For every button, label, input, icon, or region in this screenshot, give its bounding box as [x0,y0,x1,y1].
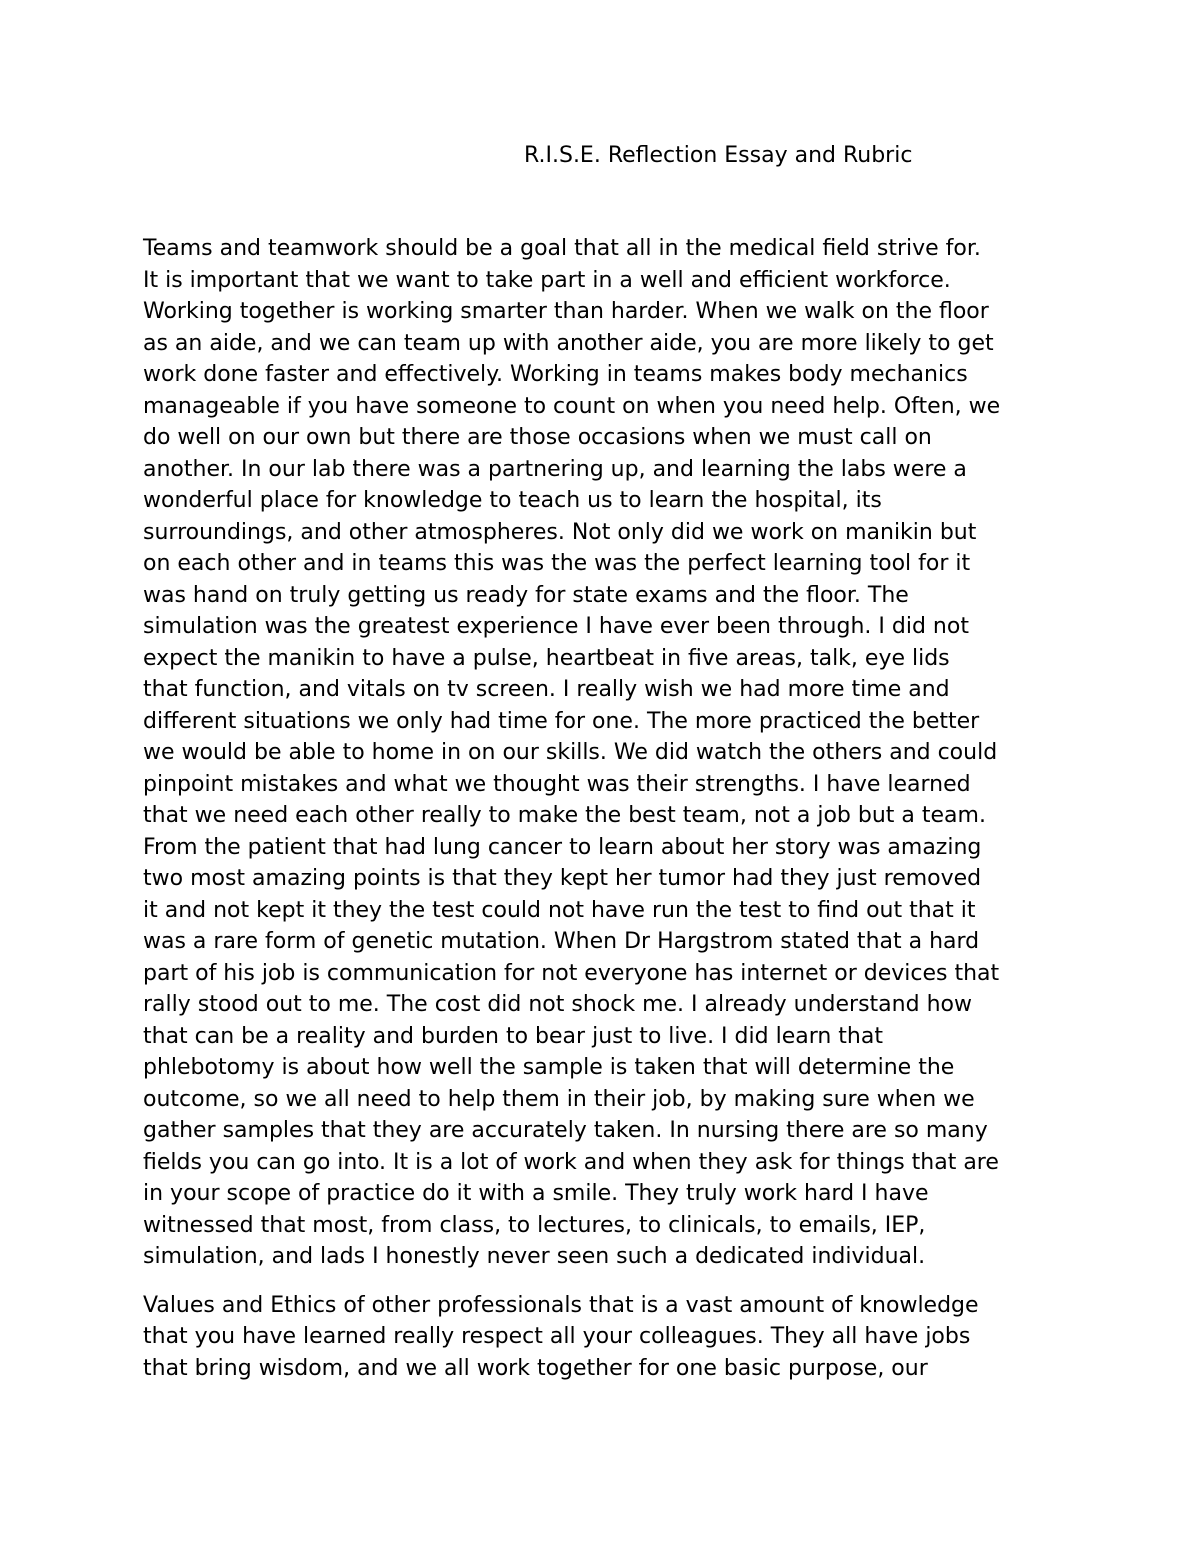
text-line: it and not kept it they the test could not have run the test to find out that it [143,898,976,923]
text-line: It is important that we want to take part in a well and efficient workforce. [143,268,951,293]
text-line: wonderful place for knowledge to teach us to learn the hospital, its [143,488,882,513]
text-line: simulation, and lads I honestly never seen such a dedicated individual. [143,1244,926,1269]
text-line: that we need each other really to make the best team, not a job but a team. [143,803,986,828]
text-line: Working together is working smarter than harder. When we walk on the floor [143,299,989,324]
text-line: on each other and in teams this was the was the perfect learning tool for it [143,551,971,576]
text-line: manageable if you have someone to count on when you need help. Often, we [143,394,1001,419]
text-line: witnessed that most, from class, to lectures, to clinicals, to emails, IEP, [143,1213,926,1238]
text-line: that can be a reality and burden to bear just to live. I did learn that [143,1024,883,1049]
text-line: Values and Ethics of other professionals that is a vast amount of knowledge [143,1293,979,1318]
text-line: fields you can go into. It is a lot of work and when they ask for things that are [143,1150,999,1175]
text-line: we would be able to home in on our skills. We did watch the others and could [143,740,998,765]
text-line: different situations we only had time for one. The more practiced the better [143,709,980,734]
text-line: rally stood out to me. The cost did not shock me. I already understand how [143,992,972,1017]
text-line: two most amazing points is that they kept her tumor had they just removed [143,866,982,891]
text-line: was a rare form of genetic mutation. When Dr Hargstrom stated that a hard [143,929,980,954]
text-line: work done faster and effectively. Working in teams makes body mechanics [143,362,968,387]
text-line: From the patient that had lung cancer to learn about her story was amazing [143,835,982,860]
text-line: part of his job is communication for not everyone has internet or devices that [143,961,1000,986]
text-line: as an aide, and we can team up with another aide, you are more likely to get [143,331,994,356]
text-line: in your scope of practice do it with a smile. They truly work hard I have [143,1181,929,1206]
text-line: do well on our own but there are those occasions when we must call on [143,425,932,450]
text-line: Teams and teamwork should be a goal that all in the medical field strive for. [143,236,981,261]
text-line: pinpoint mistakes and what we thought was their strengths. I have learned [143,772,971,797]
text-line: another. In our lab there was a partnering up, and learning the labs were a [143,457,967,482]
document-title: R.I.S.E. Reflection Essay and Rubric [524,143,913,168]
text-line: outcome, so we all need to help them in their job, by making sure when we [143,1087,975,1112]
text-line: was hand on truly getting us ready for state exams and the floor. The [143,583,909,608]
text-line: that function, and vitals on tv screen. I really wish we had more time and [143,677,950,702]
text-line: simulation was the greatest experience I have ever been through. I did not [143,614,969,639]
text-line: gather samples that they are accurately taken. In nursing there are so many [143,1118,988,1143]
text-line: that bring wisdom, and we all work together for one basic purpose, our [143,1356,928,1381]
text-line: surroundings, and other atmospheres. Not only did we work on manikin but [143,520,977,545]
text-line: expect the manikin to have a pulse, heartbeat in five areas, talk, eye lids [143,646,950,671]
text-line: phlebotomy is about how well the sample is taken that will determine the [143,1055,955,1080]
text-line: that you have learned really respect all your colleagues. They all have jobs [143,1324,971,1349]
